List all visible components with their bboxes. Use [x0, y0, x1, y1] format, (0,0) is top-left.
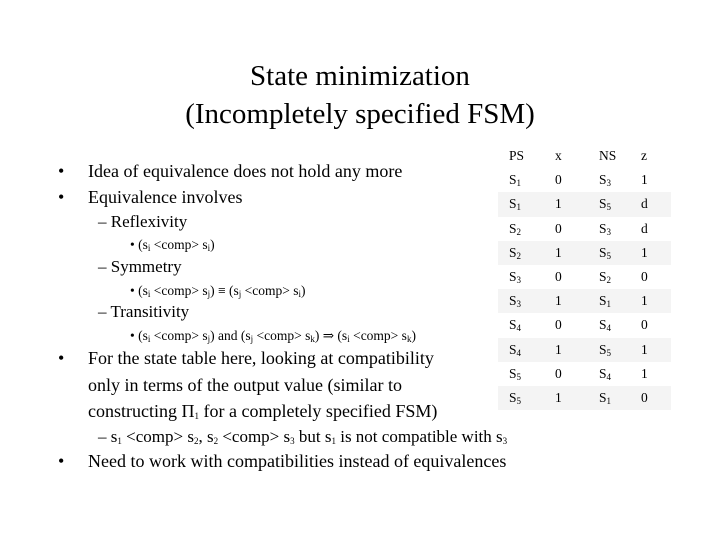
slide-title-line2: (Incompletely specified FSM) [185, 98, 535, 130]
formula-reflexivity: • ($s_i$ <comp> $s_i$) [130, 237, 215, 253]
formula-symmetry: • ($s_i$ <comp> $s_j) \equiv (s_j$ <comp> $s_i$) [130, 283, 306, 299]
bullet-dot-icon: • [58, 187, 65, 207]
cell-x: 0 [555, 269, 562, 285]
compatibility-note: – $s_1$ <comp> $s_2$, $s_2$ <comp> $s_3$ but $s_1$ is not compatible with $s_3$ [98, 427, 508, 446]
cell-x: 1 [555, 389, 562, 405]
cell-ps: $S_3$ [509, 293, 522, 310]
cell-z: d [641, 220, 648, 236]
state-table [498, 144, 671, 410]
state-table-header [498, 144, 671, 168]
header-ns: NS [599, 148, 617, 164]
cell-ns: $S_2$ [599, 269, 612, 286]
table-row [498, 217, 671, 241]
cell-ps: $S_2$ [509, 244, 522, 261]
cell-ns: $S_3$ [599, 220, 612, 237]
cell-ps: $S_4$ [509, 341, 522, 358]
cell-x: 1 [555, 341, 562, 357]
cell-z: 1 [641, 365, 648, 381]
cell-ps: $S_1$ [509, 172, 522, 189]
cell-ns: $S_5$ [599, 196, 612, 213]
table-row [498, 241, 671, 265]
table-row [498, 289, 671, 313]
cell-z: 1 [641, 293, 648, 309]
slide-title-line1: State minimization [250, 60, 470, 92]
cell-x: 0 [555, 220, 562, 236]
cell-x: 1 [555, 196, 562, 212]
cell-ps: $S_3$ [509, 269, 522, 286]
table-row [498, 362, 671, 386]
cell-ns: $S_5$ [599, 341, 612, 358]
cell-ns: $S_4$ [599, 317, 612, 334]
cell-z: 1 [641, 172, 648, 188]
bullet-dot-icon: • [58, 451, 65, 471]
header-ps: PS [509, 148, 525, 164]
sub-bullet-reflexivity: – Reflexivity [98, 212, 188, 231]
cell-ps: $S_5$ [509, 365, 522, 382]
cell-ps: $S_2$ [509, 220, 522, 237]
sub-bullet-symmetry: – Symmetry [98, 257, 182, 276]
table-row [498, 265, 671, 289]
cell-ps: $S_5$ [509, 389, 522, 406]
table-row [498, 386, 671, 410]
cell-ns: $S_3$ [599, 172, 612, 189]
cell-ns: $S_1$ [599, 293, 612, 310]
cell-ps: $S_1$ [509, 196, 522, 213]
cell-x: 0 [555, 317, 562, 333]
cell-ps: $S_4$ [509, 317, 522, 334]
cell-z: 0 [641, 269, 648, 285]
sub-bullet-transitivity: – Transitivity [98, 302, 190, 321]
table-row [498, 168, 671, 192]
cell-z: 0 [641, 389, 648, 405]
table-row [498, 338, 671, 362]
table-row [498, 313, 671, 337]
bullet-dot-icon: • [58, 348, 65, 368]
cell-z: d [641, 196, 648, 212]
header-z: z [641, 148, 647, 164]
cell-x: 1 [555, 244, 562, 260]
table-row [498, 192, 671, 216]
cell-x: 0 [555, 365, 562, 381]
header-x: x [555, 148, 562, 164]
cell-ns: $S_1$ [599, 389, 612, 406]
cell-ns: $S_5$ [599, 244, 612, 261]
bullet-dot-icon: • [58, 161, 65, 181]
cell-z: 0 [641, 317, 648, 333]
cell-z: 1 [641, 244, 648, 260]
cell-z: 1 [641, 341, 648, 357]
cell-x: 1 [555, 293, 562, 309]
formula-transitivity: • ($s_i$ <comp> $s_j$) and ($s_j$ <comp> $s_k$) ⇒ ($s_i$ <comp> $s_k$) [130, 328, 416, 344]
cell-x: 0 [555, 172, 562, 188]
cell-ns: $S_4$ [599, 365, 612, 382]
